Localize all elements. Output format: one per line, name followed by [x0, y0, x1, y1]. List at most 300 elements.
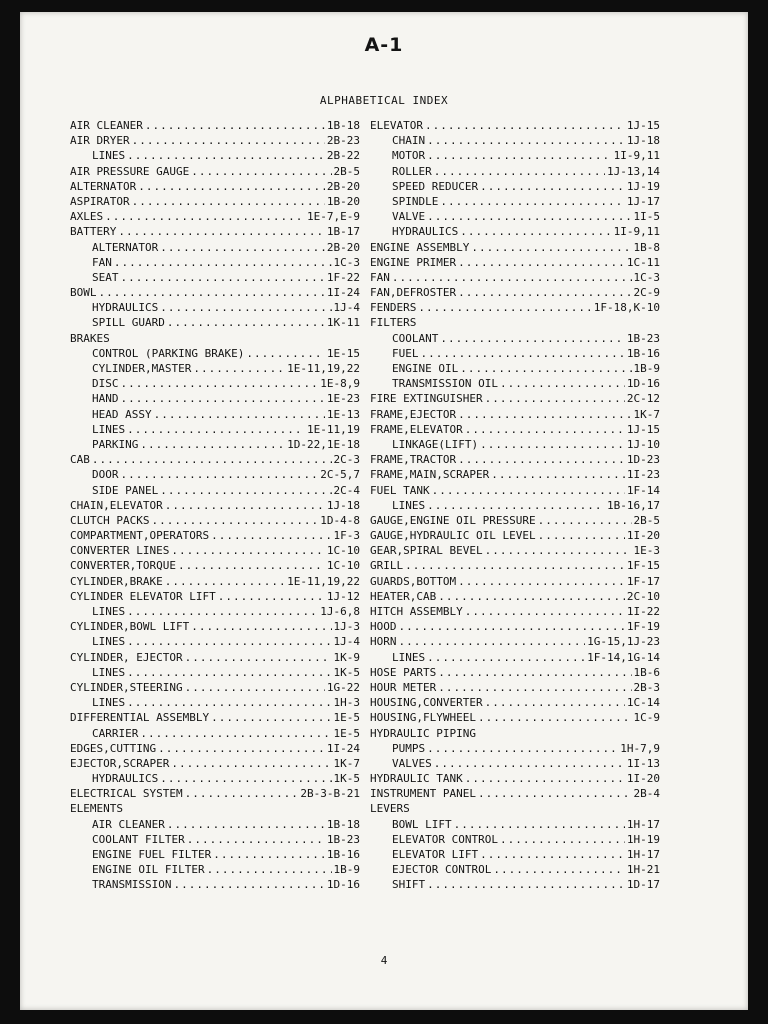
index-term: EJECTOR,SCRAPER	[70, 756, 170, 770]
dot-leader	[140, 437, 285, 452]
index-term: ENGINE ASSEMBLY	[370, 240, 470, 254]
index-entry	[370, 847, 660, 862]
index-page-ref: 1J-17	[626, 194, 660, 208]
dot-leader	[246, 346, 325, 361]
index-term: ELEMENTS	[70, 802, 123, 816]
index-entry	[70, 224, 360, 239]
index-term: LINES	[392, 650, 426, 664]
dot-leader	[207, 862, 332, 877]
dot-leader	[425, 118, 625, 133]
index-page-ref: 1B-8	[633, 240, 660, 254]
index-page-ref: 1I-23	[626, 468, 660, 482]
index-term: AXLES	[70, 210, 104, 224]
index-page-ref: 1B-20	[326, 194, 360, 208]
index-page-ref: 1D-23	[626, 453, 660, 467]
index-page-ref: 1C-14	[626, 696, 660, 710]
index-term: ELEVATOR	[370, 119, 423, 132]
index-page-ref: 2C-5,7	[320, 468, 360, 482]
index-term: LEVERS	[370, 802, 410, 816]
index-entry	[70, 756, 360, 771]
index-term: FAN	[92, 255, 112, 269]
index-column-right	[370, 118, 660, 893]
index-term: FAN,DEFROSTER	[370, 286, 457, 300]
dot-leader	[427, 741, 618, 756]
index-term: AIR PRESSURE GAUGE	[70, 164, 190, 178]
dot-leader	[399, 619, 625, 634]
index-entry	[70, 315, 360, 330]
index-term: FAN	[370, 270, 390, 284]
index-entry	[70, 483, 360, 498]
index-term: PUMPS	[392, 741, 426, 755]
index-page-ref: 1E-11,19,22	[287, 574, 360, 588]
index-entry	[70, 285, 360, 300]
index-entry	[370, 513, 660, 528]
index-term: COOLANT FILTER	[92, 832, 185, 846]
index-term: CONVERTER LINES	[70, 544, 170, 558]
index-page-ref: 2C-3	[333, 453, 360, 467]
index-term: HYDRAULIC TANK	[370, 772, 463, 786]
dot-leader	[500, 376, 625, 391]
dot-leader	[151, 513, 318, 528]
index-entry	[370, 179, 660, 194]
index-term: VALVES	[392, 756, 432, 770]
index-page-ref: 1B-9	[333, 863, 360, 877]
index-entry	[70, 589, 360, 604]
index-page-ref: 1I-24	[326, 286, 360, 300]
index-entry	[370, 756, 660, 771]
index-entry	[370, 285, 660, 300]
index-column-left	[70, 118, 360, 893]
index-term: DIFFERENTIAL ASSEMBLY	[70, 711, 210, 725]
index-entry	[70, 665, 360, 680]
index-entry	[370, 543, 660, 558]
index-page-ref: 1G-15,1J-23	[587, 635, 660, 649]
index-page-ref: 1J-18	[326, 498, 360, 512]
index-page-ref: 2B-23	[326, 134, 360, 148]
index-entry	[370, 164, 660, 179]
index-term: CYLINDER, EJECTOR	[70, 650, 183, 664]
index-page-ref: 1F-14,1G-14	[587, 650, 660, 664]
index-entry	[370, 422, 660, 437]
index-page-ref: 2C-9	[633, 286, 660, 300]
index-page-ref: 1E-13	[326, 407, 360, 421]
dot-leader	[160, 483, 331, 498]
index-page-ref: 1B-23	[326, 832, 360, 846]
dot-leader	[185, 650, 332, 665]
index-term: HYDRAULICS	[392, 225, 459, 239]
index-entry	[70, 817, 360, 832]
index-entry	[370, 270, 660, 285]
index-entry	[370, 619, 660, 634]
index-page-ref: 1B-6	[633, 665, 660, 679]
index-page-ref: 1H-19	[626, 832, 660, 846]
index-page-ref: 1E-5	[333, 711, 360, 725]
index-entry	[370, 710, 660, 725]
index-term: HEATER,CAB	[370, 589, 437, 603]
dot-leader	[427, 498, 605, 513]
dot-leader	[127, 665, 331, 680]
index-term: SPILL GUARD	[92, 316, 165, 330]
index-term: BOWL LIFT	[392, 817, 452, 831]
index-term: DISC	[92, 377, 119, 391]
dot-leader	[121, 270, 325, 285]
index-term: GEAR,SPIRAL BEVEL	[370, 544, 483, 558]
index-page-ref: 1E-15	[326, 346, 360, 360]
index-term: CONVERTER,TORQUE	[70, 559, 176, 573]
index-entry	[370, 771, 660, 786]
index-page-ref: 1E-8,9	[320, 377, 360, 391]
index-entry	[370, 574, 660, 589]
index-page-ref: 2B-4	[633, 787, 660, 801]
index-entry	[370, 680, 660, 695]
dot-leader	[191, 164, 331, 179]
index-page-ref: 1J-19	[626, 179, 660, 193]
dot-leader	[127, 604, 318, 619]
index-page-ref: 1J-18	[626, 134, 660, 148]
dot-leader	[92, 452, 332, 467]
index-page-ref: 1B-9	[633, 362, 660, 375]
index-term: ELECTRICAL SYSTEM	[70, 787, 183, 801]
index-page	[20, 12, 748, 1010]
index-page-ref: 1E-7,E-9	[307, 210, 360, 224]
index-term: INSTRUMENT PANEL	[370, 787, 476, 801]
index-term: TRANSMISSION	[92, 878, 172, 892]
dot-leader	[187, 832, 325, 847]
index-entry	[70, 710, 360, 725]
dot-leader	[493, 862, 625, 877]
index-entry	[70, 862, 360, 877]
index-page-ref: 2C-12	[626, 392, 660, 406]
dot-leader	[165, 498, 325, 513]
index-entry	[70, 452, 360, 467]
index-entry	[370, 498, 660, 513]
index-entry	[370, 832, 660, 847]
index-page-ref: 1J-15	[626, 119, 660, 132]
index-term: HORN	[370, 635, 397, 649]
dot-leader	[138, 179, 325, 194]
dot-leader	[434, 756, 625, 771]
dot-leader	[127, 634, 331, 649]
dot-leader	[458, 255, 625, 270]
index-term: GAUGE,HYDRAULIC OIL LEVEL	[370, 529, 536, 543]
index-term: CYLINDER,BRAKE	[70, 574, 163, 588]
index-entry	[70, 164, 360, 179]
dot-leader	[191, 619, 331, 634]
index-term: HOUSING,FLYWHEEL	[370, 711, 476, 725]
index-page-ref: 1J-6,8	[320, 605, 360, 618]
dot-leader	[438, 665, 631, 680]
index-term: SPEED REDUCER	[392, 179, 479, 193]
dot-leader	[121, 376, 319, 391]
index-term: HITCH ASSEMBLY	[370, 605, 463, 618]
index-heading	[370, 726, 660, 741]
index-page-ref: 1E-11,19,22	[287, 362, 360, 375]
index-entry	[70, 741, 360, 756]
index-page-ref: 1H-21	[626, 863, 660, 877]
dot-leader	[471, 240, 631, 255]
index-entry	[370, 483, 660, 498]
index-page-ref: 1F-3	[333, 529, 360, 543]
index-term: CYLINDER ELEVATOR LIFT	[70, 589, 216, 603]
index-page-ref: 2B-5	[333, 164, 360, 178]
dot-leader	[99, 285, 325, 300]
index-term: EDGES,CUTTING	[70, 741, 157, 755]
index-entry	[70, 680, 360, 695]
dot-leader	[118, 224, 325, 239]
index-page-ref: 1J-4	[333, 301, 360, 315]
index-heading	[70, 331, 360, 346]
index-term: GAUGE,ENGINE OIL PRESSURE	[370, 513, 536, 527]
index-page-ref: 1C-10	[326, 559, 360, 573]
index-term: COOLANT	[392, 331, 439, 345]
dot-leader	[500, 832, 625, 847]
index-term: CHAIN	[392, 134, 426, 148]
dot-leader	[158, 741, 325, 756]
page-header: A-1	[364, 34, 404, 56]
index-term: AIR CLEANER	[92, 817, 165, 831]
dot-leader	[432, 483, 625, 498]
dot-leader	[178, 558, 325, 573]
index-term: CARRIER	[92, 726, 139, 740]
index-page-ref: 1I-5	[633, 210, 660, 224]
dot-leader	[427, 877, 625, 892]
index-entry	[370, 391, 660, 406]
index-page-ref: 1J-10	[626, 437, 660, 451]
index-page-ref: 1H-3	[333, 696, 360, 710]
dot-leader	[480, 179, 625, 194]
index-entry	[70, 634, 360, 649]
index-page-ref: 1C-11	[626, 255, 660, 269]
dot-leader	[465, 422, 625, 437]
dot-leader	[418, 300, 591, 315]
index-entry	[370, 467, 660, 482]
index-page-ref: 1B-18	[326, 817, 360, 831]
index-entry	[70, 771, 360, 786]
index-term: AIR CLEANER	[70, 119, 143, 132]
index-term: GRILL	[370, 559, 404, 573]
index-term: HEAD ASSY	[92, 407, 152, 421]
index-entry	[70, 513, 360, 528]
index-entry	[70, 437, 360, 452]
dot-leader	[491, 467, 625, 482]
index-entry	[370, 650, 660, 665]
index-term: HOUR METER	[370, 680, 437, 694]
dot-leader	[538, 513, 632, 528]
index-term: SPINDLE	[392, 194, 439, 208]
index-entry	[370, 407, 660, 422]
index-entry	[370, 877, 660, 892]
index-entry	[70, 391, 360, 406]
index-page-ref: 1J-3	[333, 620, 360, 634]
index-page-ref: 2C-4	[333, 483, 360, 497]
index-entry	[370, 589, 660, 604]
index-entry	[70, 133, 360, 148]
index-term: FUEL TANK	[370, 483, 430, 497]
dot-leader	[427, 209, 631, 224]
page-title: ALPHABETICAL INDEX	[319, 94, 449, 107]
dot-leader	[145, 118, 325, 133]
index-term: CAB	[70, 453, 90, 467]
index-term: EJECTOR CONTROL	[392, 863, 492, 877]
index-entry	[370, 194, 660, 209]
index-entry	[70, 194, 360, 209]
dot-leader	[458, 452, 625, 467]
index-entry	[370, 331, 660, 346]
index-page-ref: 1K-7	[333, 756, 360, 770]
index-term: FRAME,ELEVATOR	[370, 422, 463, 436]
index-page-ref: 1J-12	[326, 589, 360, 603]
index-page-ref: 1I-20	[626, 772, 660, 786]
dot-leader	[478, 710, 632, 725]
index-page-ref: 1B-16	[326, 848, 360, 861]
index-page-ref: 2C-10	[626, 589, 660, 603]
index-term: ALTERNATOR	[70, 179, 137, 193]
index-entry	[370, 528, 660, 543]
index-page-ref: 1C-9	[633, 711, 660, 725]
index-page-ref: 1K-9	[333, 650, 360, 664]
index-page-ref: 1F-22	[326, 270, 360, 284]
index-term: ENGINE OIL FILTER	[92, 863, 205, 877]
index-page-ref: 1H-17	[626, 848, 660, 861]
dot-leader	[392, 270, 632, 285]
index-page-ref: 1D-22,1E-18	[287, 437, 360, 451]
index-entry	[370, 346, 660, 361]
index-heading	[370, 801, 660, 816]
dot-leader	[114, 255, 332, 270]
index-entry	[70, 695, 360, 710]
dot-leader	[440, 194, 625, 209]
dot-leader	[427, 148, 612, 163]
index-entry	[370, 786, 660, 801]
index-entry	[370, 862, 660, 877]
index-term: LINES	[392, 498, 426, 512]
index-term: ALTERNATOR	[92, 240, 159, 254]
index-term: ELEVATOR CONTROL	[392, 832, 498, 846]
dot-leader	[480, 437, 625, 452]
index-term: SEAT	[92, 270, 119, 284]
dot-leader	[165, 574, 285, 589]
index-term: ASPIRATOR	[70, 194, 130, 208]
dot-leader	[185, 786, 299, 801]
index-term: COMPARTMENT,OPERATORS	[70, 529, 210, 543]
index-page-ref: 2B-3	[633, 680, 660, 694]
index-term: BOWL	[70, 286, 97, 300]
index-entry	[370, 558, 660, 573]
index-term: LINES	[92, 635, 126, 649]
dot-leader	[132, 133, 325, 148]
index-heading	[70, 801, 360, 816]
index-page-ref: 1H-17	[626, 817, 660, 831]
index-page-ref: 1G-22	[326, 680, 360, 694]
index-page-ref: 1B-18	[326, 119, 360, 132]
index-term: BRAKES	[70, 331, 110, 345]
dot-leader	[405, 558, 625, 573]
index-page-ref: 1J-15	[626, 422, 660, 436]
dot-leader	[460, 224, 611, 239]
index-page-ref: 1D-16	[326, 878, 360, 892]
index-term: FILTERS	[370, 316, 417, 330]
dot-leader	[438, 589, 625, 604]
index-entry	[70, 270, 360, 285]
index-term: ENGINE FUEL FILTER	[92, 848, 212, 861]
index-entry	[370, 452, 660, 467]
dot-leader	[460, 361, 631, 376]
index-page-ref: 2B-5	[633, 513, 660, 527]
index-page-ref: 2B-22	[326, 149, 360, 163]
index-entry	[70, 847, 360, 862]
dot-leader	[211, 528, 331, 543]
index-page-ref: 1D-4-8	[320, 513, 360, 527]
index-term: DOOR	[92, 468, 119, 482]
index-page-ref: 1E-5	[333, 726, 360, 740]
index-page-ref: 1K-11	[326, 316, 360, 330]
dot-leader	[434, 164, 605, 179]
index-heading	[370, 315, 660, 330]
dot-leader	[399, 634, 586, 649]
index-term: TRANSMISSION OIL	[392, 377, 498, 391]
dot-leader	[485, 695, 625, 710]
index-term: ENGINE PRIMER	[370, 255, 457, 269]
index-term: ENGINE OIL	[392, 362, 459, 375]
index-page-ref: 2B-20	[326, 240, 360, 254]
index-page-ref: 1B-17	[326, 225, 360, 239]
dot-leader	[218, 589, 325, 604]
index-term: CYLINDER,BOWL LIFT	[70, 620, 190, 634]
index-page-ref: 1K-5	[333, 665, 360, 679]
dot-leader	[167, 315, 325, 330]
dot-leader	[171, 543, 325, 558]
index-term: AIR DRYER	[70, 134, 130, 148]
dot-leader	[185, 680, 325, 695]
dot-leader	[458, 407, 631, 422]
index-entry	[70, 376, 360, 391]
index-entry	[70, 467, 360, 482]
dot-leader	[171, 756, 331, 771]
index-term: LINES	[92, 605, 126, 618]
index-page-ref: 1E-11,19	[307, 422, 360, 436]
index-page-ref: 1I-22	[626, 605, 660, 618]
index-page-ref: 1I-20	[626, 529, 660, 543]
dot-leader	[538, 528, 625, 543]
dot-leader	[213, 847, 325, 862]
index-term: ELEVATOR LIFT	[392, 848, 479, 861]
index-term: FRAME,EJECTOR	[370, 407, 457, 421]
index-page-ref: 1J-13,14	[607, 164, 660, 178]
index-entry	[370, 361, 660, 376]
index-term: CLUTCH PACKS	[70, 513, 150, 527]
index-page-ref: 1H-7,9	[620, 741, 660, 755]
index-entry	[370, 741, 660, 756]
index-entry	[70, 240, 360, 255]
index-entry	[70, 300, 360, 315]
index-entry	[70, 877, 360, 892]
index-entry	[370, 817, 660, 832]
index-page-ref: 1C-3	[633, 270, 660, 284]
index-term: CHAIN,ELEVATOR	[70, 498, 163, 512]
index-page-ref: 1E-23	[326, 392, 360, 406]
index-term: ROLLER	[392, 164, 432, 178]
index-term: MOTOR	[392, 149, 426, 163]
dot-leader	[160, 240, 325, 255]
dot-leader	[121, 391, 325, 406]
index-page-ref: 1F-14	[626, 483, 660, 497]
index-term: FIRE EXTINGUISHER	[370, 392, 483, 406]
index-entry	[370, 695, 660, 710]
index-entry	[70, 498, 360, 513]
index-page-ref: 1I-9,11	[613, 149, 660, 163]
index-entry	[70, 407, 360, 422]
dot-leader	[438, 680, 631, 695]
